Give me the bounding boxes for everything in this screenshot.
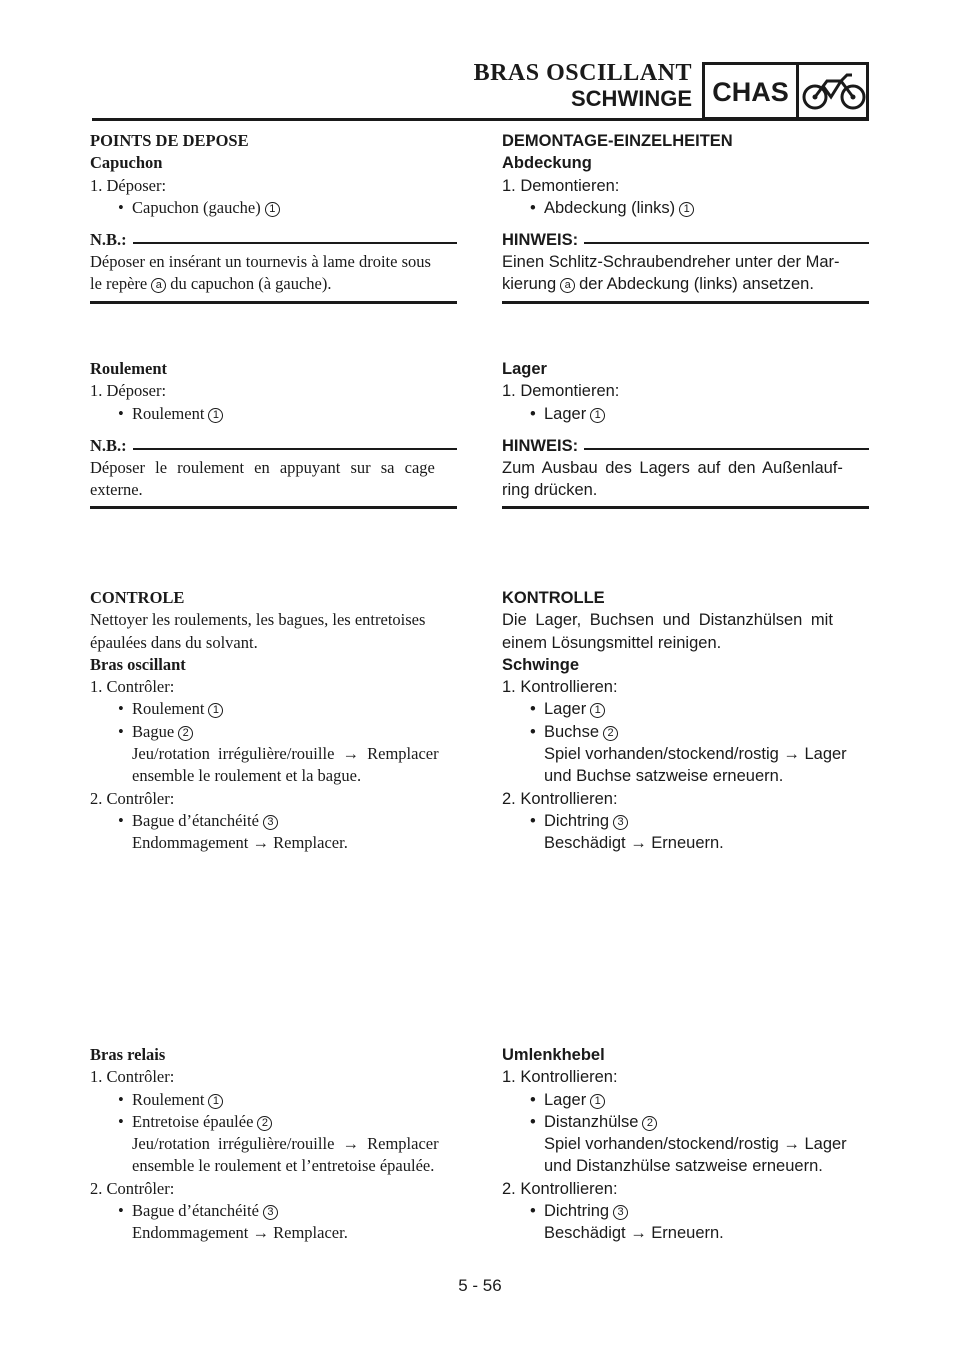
fr-capuchon-note-line2: le repère a du capuchon (à gauche). — [90, 274, 332, 294]
de-umlenk-step2: 2. Kontrollieren: — [502, 1179, 618, 1198]
de-kontrolle-line1: Die Lager, Buchsen und Distanzhülsen mit — [502, 611, 833, 630]
section-badge — [702, 62, 869, 120]
fr-roulement-step: 1. Déposer: — [90, 381, 167, 401]
de-umlenk-title: Umlenkhebel — [502, 1046, 605, 1064]
fr-controle-title: CONTROLE — [90, 588, 185, 607]
fr-controle-line2: épaulées dans du solvant. — [90, 632, 258, 652]
fr-bras-step1: 1. Contrôler: — [90, 677, 175, 697]
fr-relais-detail-line2: ensemble le roulement et l’entretoise épaulée. — [132, 1156, 435, 1176]
fr-relais-detail-line1: Jeu/rotation irrégulière/rouille → Remplacer — [132, 1134, 439, 1154]
de-lager-note-line1: Zum Ausbau des Lagers auf den Außenlauf- — [502, 458, 843, 477]
header-title-de: SCHWINGE — [571, 86, 692, 111]
fr-bras-detail-line1: Jeu/rotation irrégulière/rouille → Remplacer — [132, 744, 439, 764]
fr-bras-step2: 2. Contrôler: — [90, 788, 175, 808]
page-number: 5 - 56 — [458, 1276, 502, 1295]
de-umlenk-detail-line1: Spiel vorhanden/stockend/rostig → Lager — [544, 1135, 847, 1154]
de-lager-step: 1. Demontieren: — [502, 382, 620, 401]
badge-divider — [796, 65, 799, 117]
fr-bras-detail-line2: ensemble le roulement et la bague. — [132, 766, 362, 786]
de-removal-title: DEMONTAGE-EINZELHEITEN — [502, 132, 733, 150]
fr-removal-section — [90, 130, 457, 304]
fr-relais-step1: 1. Contrôler: — [90, 1067, 175, 1087]
de-schwinge-item3: • Dichtring 3 — [502, 810, 869, 832]
fr-roulement-note-line2: externe. — [90, 480, 143, 500]
fr-roulement-section — [90, 358, 457, 509]
de-schwinge-detail3: Beschädigt → Erneuern. — [544, 834, 724, 853]
de-kontrolle-line2: einem Lösungsmittel reinigen. — [502, 633, 722, 652]
fr-relais-title: Bras relais — [90, 1045, 166, 1064]
header-title-fr: BRAS OSCILLANT — [473, 60, 692, 86]
de-schwinge-item2: • Buchse 2 — [502, 721, 869, 743]
de-abdeckung-note-line1: Einen Schlitz-Schraubendreher unter der Mar- — [502, 253, 840, 272]
de-lager-note-line2: ring drücken. — [502, 481, 598, 500]
de-lager-section — [502, 358, 869, 509]
fr-roulement-note-line1: Déposer le roulement en appuyant sur sa cage — [90, 457, 435, 477]
fr-capuchon-note-line1: Déposer en insérant un tournevis à lame droite sous — [90, 252, 431, 272]
fr-capuchon-title: Capuchon — [90, 153, 163, 173]
de-umlenk-section — [502, 1044, 869, 1245]
de-umlenk-detail3: Beschädigt → Erneuern. — [544, 1224, 724, 1243]
de-abdeckung-item: • Abdeckung (links) 1 — [502, 197, 869, 219]
de-schwinge-detail-line2: und Buchse satzweise erneuern. — [544, 767, 784, 786]
fr-capuchon-note-header: N.B.: — [90, 229, 457, 251]
de-schwinge-step1: 1. Kontrollieren: — [502, 678, 618, 697]
fr-capuchon-step: 1. Déposer: — [90, 175, 167, 195]
fr-capuchon-note-rule — [90, 301, 457, 304]
badge-label: CHAS — [712, 77, 789, 107]
fr-relais-item1: • Roulement 1 — [90, 1089, 457, 1111]
fr-controle-line1: Nettoyer les roulements, les bagues, les entretoises — [90, 610, 426, 630]
de-umlenk-step1: 1. Kontrollieren: — [502, 1068, 618, 1087]
de-abdeckung-step: 1. Demontieren: — [502, 176, 620, 195]
fr-bras-item2: • Bague 2 — [90, 721, 457, 743]
fr-bras-item1: • Roulement 1 — [90, 698, 457, 720]
fr-removal-title: POINTS DE DEPOSE — [90, 131, 249, 150]
de-lager-title: Lager — [502, 360, 547, 378]
de-kontrolle-title: KONTROLLE — [502, 589, 605, 607]
fr-roulement-note-header: N.B.: — [90, 435, 457, 457]
de-removal-section — [502, 130, 869, 304]
fr-roulement-item: • Roulement 1 — [90, 403, 457, 425]
de-umlenk-item3: • Dichtring 3 — [502, 1200, 869, 1222]
de-kontrolle-section — [502, 587, 869, 855]
de-umlenk-detail-line2: und Distanzhülse satzweise erneuern. — [544, 1157, 823, 1176]
de-schwinge-title: Schwinge — [502, 655, 580, 674]
de-schwinge-detail-line1: Spiel vorhanden/stockend/rostig → Lager — [544, 745, 847, 764]
fr-relais-detail3: Endommagement → Remplacer. — [132, 1223, 348, 1243]
fr-relais-item3: • Bague d’étanchéité 3 — [90, 1200, 457, 1222]
motorcycle-icon — [801, 69, 867, 113]
de-umlenk-item1: • Lager 1 — [502, 1089, 869, 1111]
de-schwinge-step2: 2. Kontrollieren: — [502, 789, 618, 808]
fr-roulement-note-rule — [90, 506, 457, 509]
fr-capuchon-item: • Capuchon (gauche) 1 — [90, 197, 457, 219]
fr-relais-section — [90, 1044, 457, 1245]
de-lager-note-rule — [502, 506, 869, 509]
fr-roulement-title: Roulement — [90, 359, 167, 378]
de-umlenk-item2: • Distanzhülse 2 — [502, 1111, 869, 1133]
fr-bras-title: Bras oscillant — [90, 654, 186, 674]
fr-bras-item3: • Bague d’étanchéité 3 — [90, 810, 457, 832]
fr-controle-section — [90, 587, 457, 855]
de-schwinge-item1: • Lager 1 — [502, 698, 869, 720]
de-abdeckung-note-line2: kierung a der Abdeckung (links) ansetzen. — [502, 275, 814, 294]
fr-bras-detail3: Endommagement → Remplacer. — [132, 833, 348, 853]
fr-relais-item2: • Entretoise épaulée 2 — [90, 1111, 457, 1133]
de-lager-note-header: HINWEIS: — [502, 435, 869, 457]
de-abdeckung-title: Abdeckung — [502, 154, 592, 173]
de-lager-item: • Lager 1 — [502, 403, 869, 425]
de-abdeckung-note-rule — [502, 301, 869, 304]
de-abdeckung-note-header: HINWEIS: — [502, 229, 869, 251]
fr-relais-step2: 2. Contrôler: — [90, 1178, 175, 1198]
